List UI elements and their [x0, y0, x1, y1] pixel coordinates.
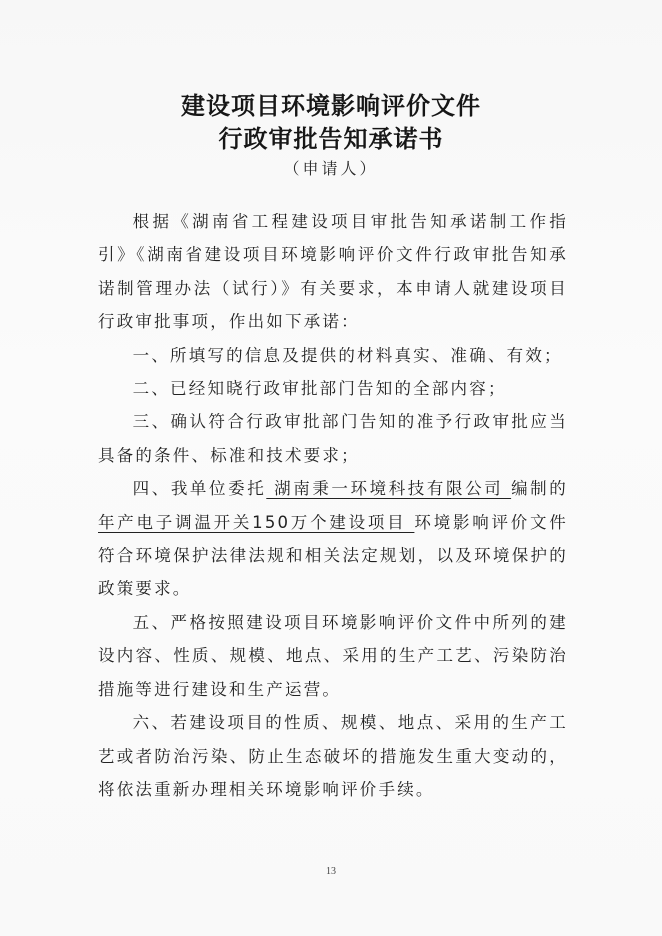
intro-paragraph: 根据《湖南省工程建设项目审批告知承诺制工作指引》《湖南省建设项目环境影响评价文件行政审批告知承诺制管理办法（试行）》有关要求，本申请人就建设项目行政审批事项，作出如下承诺：: [98, 212, 568, 332]
item4-suffix: 环境影响评价文件符合环境保护法律法规和相关法定规划，以及环境保护的政策要求。: [98, 512, 568, 599]
page-number: 13: [326, 866, 336, 877]
item4-prefix: 四、我单位委托: [132, 479, 267, 499]
commitment-item-6: 六、若建设项目的性质、规模、地点、采用的生产工艺或者防治污染、防止生态破坏的措施发生重大变动的，将依法重新办理相关环境影响评价手续。: [98, 713, 568, 799]
commitment-item-1: 一、所填写的信息及提供的材料真实、准确、有效；: [132, 345, 563, 365]
item4-project: 年产电子调温开关150万个建设项目: [98, 512, 415, 532]
commitment-item-5: 五、严格按照建设项目环境影响评价文件中所列的建设内容、性质、规模、地点、采用的生产工艺、污染防治措施等进行建设和生产运营。: [98, 612, 568, 699]
item4-company: 湖南秉一环境科技有限公司: [266, 479, 512, 499]
commitment-item-3: 三、确认符合行政审批部门告知的准予行政审批应当具备的条件、标准和技术要求；: [98, 412, 568, 465]
commitment-item-4: [98, 472, 568, 606]
title-line-1: 建设项目环境影响评价文件: [181, 91, 481, 120]
applicant-label: （申请人）: [283, 159, 379, 178]
title-line-2: 行政审批告知承诺书: [218, 124, 444, 153]
item4-middle: 编制的: [511, 479, 568, 499]
commitment-body: [98, 205, 568, 806]
commitment-item-2: 二、已经知晓行政审批部门告知的全部内容；: [132, 379, 507, 399]
